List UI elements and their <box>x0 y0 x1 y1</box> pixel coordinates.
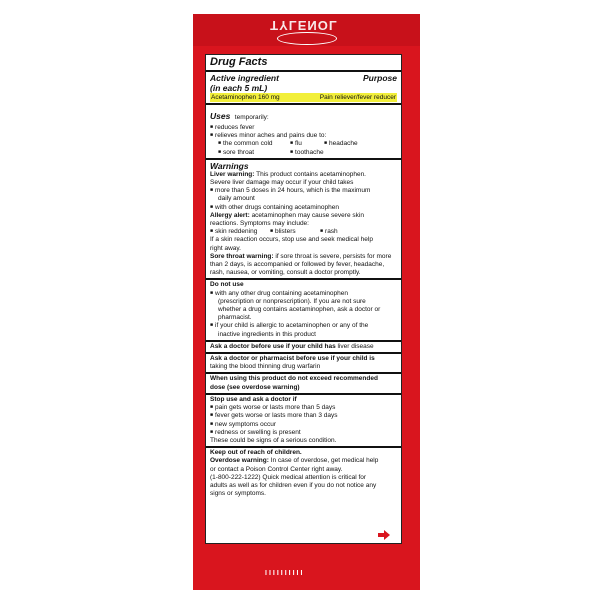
drug-facts-panel <box>205 54 402 544</box>
stop-use-note: These could be signs of a serious condition. <box>210 436 337 444</box>
active-ingredient-section <box>206 72 401 105</box>
warnings-title: Warnings <box>210 160 249 171</box>
overdose-text: In case of overdose, get medical help <box>270 457 379 465</box>
do-not-use-item: ■ with any other drug containing acetaminophen <box>210 290 397 298</box>
symptom-item: ■ skin reddening <box>210 228 270 236</box>
symptom-item: ■ blisters <box>270 228 320 236</box>
box-top-flap <box>193 14 420 46</box>
allergy-symptoms-row <box>210 228 397 236</box>
uses-conditions-row <box>210 149 397 157</box>
stop-use-section <box>206 395 401 448</box>
do-not-use-cont: pharmacist. <box>218 314 252 322</box>
sore-throat-text: rash, nausea, or vomiting, consult a doctor promptly. <box>210 269 361 277</box>
allergy-after: right away. <box>210 244 241 252</box>
box-bottom-code: IIIIIIIIII <box>265 570 305 577</box>
ask-pharmacist-title: Ask a doctor or pharmacist before use if your child is <box>210 355 375 363</box>
condition-item: ■ toothache <box>290 149 324 157</box>
do-not-use-cont: inactive ingredients in this product <box>218 330 316 338</box>
condition-item: ■ headache <box>324 140 358 148</box>
flap-brand-text: TYLENOL <box>270 18 338 33</box>
when-using-title: When using this product do not exceed recommended <box>210 375 378 383</box>
allergy-after: If a skin reaction occurs, stop use and seek medical help <box>210 236 373 244</box>
sore-throat-text: if sore throat is severe, persists for more <box>275 252 392 260</box>
ingredient-row <box>210 93 397 102</box>
condition-item: ■ sore throat <box>218 149 290 157</box>
overdose-text: signs or symptoms. <box>210 490 266 498</box>
continue-arrow-icon <box>378 530 390 540</box>
allergy-text: acetaminophen may cause severe skin <box>251 211 364 219</box>
symptom-item: ■ rash <box>320 228 338 236</box>
purpose-header: Purpose <box>362 73 397 83</box>
allergy-alert-label: Allergy alert: <box>210 211 250 219</box>
overdose-text: or contact a Poison Control Center right away. <box>210 465 343 473</box>
overdose-text: adults as well as for children even if you do not notice any <box>210 481 377 489</box>
liver-bullet: ■ more than 5 doses in 24 hours, which is the maximum <box>210 187 397 195</box>
do-not-use-section <box>206 280 401 341</box>
stop-use-title: Stop use and ask a doctor if <box>210 395 297 403</box>
ask-doctor-section <box>206 342 401 354</box>
warnings-section <box>206 160 401 281</box>
do-not-use-title: Do not use <box>210 281 244 289</box>
sore-throat-label: Sore throat warning: <box>210 252 274 260</box>
overdose-label: Overdose warning: <box>210 457 269 465</box>
uses-item: ■ relieves minor aches and pains due to: <box>210 132 397 140</box>
ingredient-name: Acetaminophen 160 mg <box>211 94 280 101</box>
brand-oval-logo <box>277 32 337 45</box>
condition-item: ■ flu <box>290 140 324 148</box>
condition-item: ■ the common cold <box>218 140 290 148</box>
keep-out-title: Keep out of reach of children. <box>210 449 302 457</box>
uses-conditions-row <box>210 140 397 148</box>
stop-use-item: ■ new symptoms occur <box>210 421 397 429</box>
do-not-use-cont: (prescription or nonprescription). If you are not sure <box>218 297 366 305</box>
stop-use-item: ■ pain gets worse or lasts more than 5 days <box>210 404 397 412</box>
keep-out-section <box>206 448 401 499</box>
ask-pharmacist-section <box>206 354 401 374</box>
drug-facts-title: Drug Facts <box>210 56 268 68</box>
active-ingredient-header: Active ingredient <box>210 73 279 83</box>
when-using-section <box>206 374 401 394</box>
sore-throat-text: than 2 days, is accompanied or followed by fever, headache, <box>210 261 385 269</box>
liver-warning-label: Liver warning: <box>210 170 255 178</box>
liver-warning-text: This product contains acetaminophen. <box>256 170 366 178</box>
stop-use-item: ■ redness or swelling is present <box>210 429 397 437</box>
stop-use-item: ■ fever gets worse or lasts more than 3 days <box>210 412 397 420</box>
ask-pharmacist-text: taking the blood thinning drug warfarin <box>210 363 321 371</box>
allergy-text: reactions. Symptoms may include: <box>210 220 309 228</box>
ask-doctor-text: liver disease <box>337 342 374 350</box>
active-ingredient-sub: (in each 5 mL) <box>210 83 268 93</box>
uses-section <box>206 105 401 160</box>
when-using-title: dose (see overdose warning) <box>210 383 300 391</box>
liver-warning-text: Severe liver damage may occur if your child takes <box>210 179 354 187</box>
uses-item: ■ reduces fever <box>210 124 397 132</box>
drug-facts-header <box>206 55 401 72</box>
liver-bullet-cont: daily amount <box>218 195 255 203</box>
uses-intro: temporarily: <box>234 114 269 121</box>
ingredient-purpose: Pain reliever/fever reducer <box>319 94 396 101</box>
overdose-text: (1-800-222-1222) Quick medical attention is critical for <box>210 473 367 481</box>
ask-doctor-title: Ask a doctor before use if your child has <box>210 342 336 350</box>
do-not-use-cont: whether a drug contains acetaminophen, ask a doctor or <box>218 306 381 314</box>
do-not-use-item: ■ if your child is allergic to acetaminophen or any of the <box>210 322 397 330</box>
uses-title: Uses <box>210 111 231 121</box>
liver-bullet: ■ with other drugs containing acetaminophen <box>210 204 397 212</box>
